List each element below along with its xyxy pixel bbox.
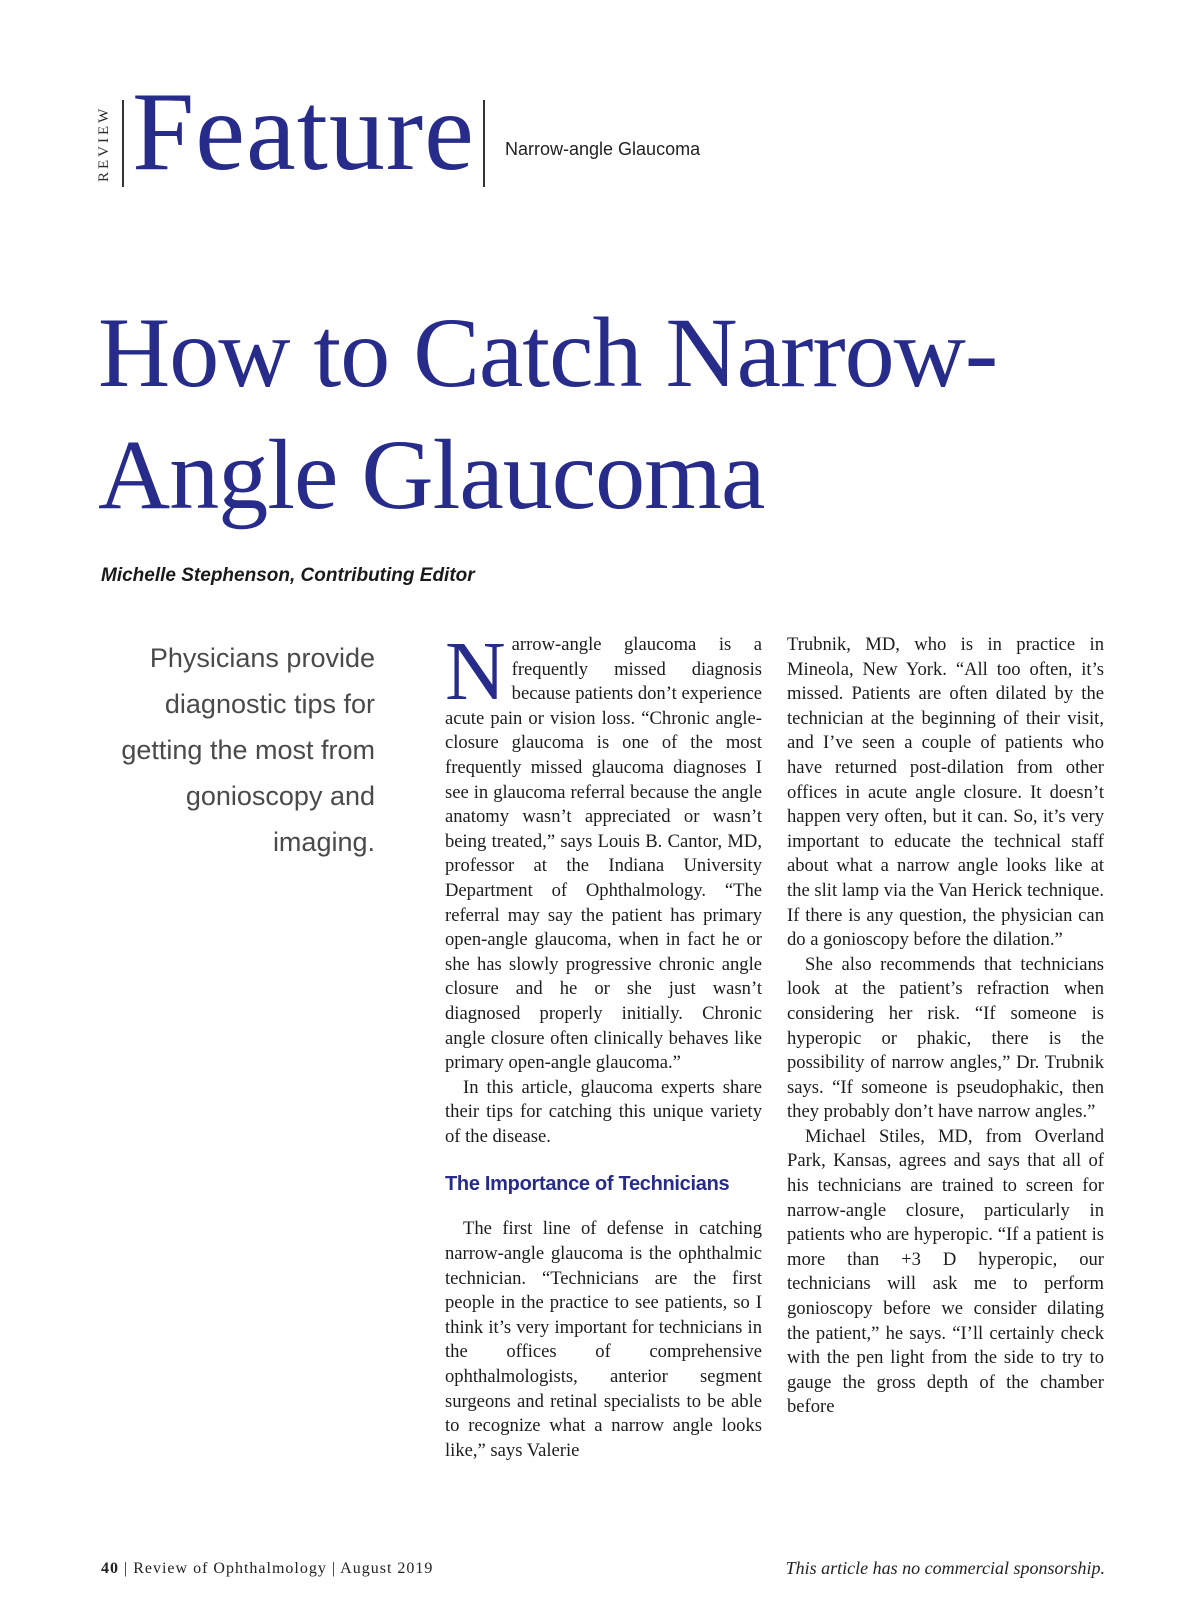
subhead: The Importance of Technicians [445,1173,730,1196]
footer-separator: | [331,1560,337,1577]
article-title: How to Catch Narrow-Angle Glaucoma [98,297,998,530]
feature-word: Feature [132,70,475,194]
intro-paragraph [445,625,762,1076]
intro-paragraph-text: arrow-angle glaucoma is a frequently missed diagnosis because patients don’t experience acute pain or vision loss. “Chronic angle-closure glaucoma is one of the most frequently missed glaucoma diagnoses I see in glaucoma referral because the angle anatomy wasn’t appreciated or wasn’t being treated,” says Louis B. Cantor, MD, professor at the Indiana University Department of Ophthalmology. “The referral may say the patient has primary open-angle glaucoma, when in fact he or she has slowly progressive chronic angle closure and he or she just wasn’t diagnosed properly initially. Chronic angle closure often clinically behaves like primary open-angle glaucoma.” [445,634,762,1074]
deck-text: Physicians provide diagnostic tips for getting the most from gonioscopy and imaging. [121,643,375,857]
drop-cap: N [445,625,506,718]
sponsorship-note: This article has no commercial sponsorship. [785,1558,1105,1578]
page-number: 40 [101,1560,119,1577]
body-paragraph: Michael Stiles, MD, from Overland Park, Kansas, agrees and says that all of his technicians are trained to screen for narrow-angle closure, particularly in patients who are hyperopic. “If a patient is more than +3 D hyperopic, our technicians will ask me to perform gonioscopy before we consider dilating the patient,” he says. “I’ll certainly check with the pen light from the side to try to gauge the gross depth of the chamber before [787,1125,1104,1418]
section-label: Narrow-angle Glaucoma [505,139,701,159]
body-column-2 [787,633,1104,1420]
publication-name: Review of Ophthalmology [133,1560,327,1577]
footer-left [101,1560,433,1578]
review-tag: REVIEW [96,105,112,182]
byline: Michelle Stephenson, Contributing Editor [101,565,475,586]
body-paragraph: In this article, glaucoma experts share their tips for catching this unique variety of the disease. [445,1076,762,1147]
footer-separator: | [124,1560,129,1577]
issue-date: August 2019 [340,1560,434,1577]
body-paragraph: Trubnik, MD, who is in practice in Mineola, New York. “All too often, it’s missed. Patients are often dilated by the technician at the beginning of their visit, and I’ve seen a couple of patients who have returned post-dilation from other offices in acute angle closure. It doesn’t happen very often, but it can. So, it’s very important to educate the technical staff about what a narrow angle looks like at the slit lamp via the Van Herick technique. If there is any question, the physician can do a gonioscopy before the dilation.” [787,634,1104,951]
body-column-1 [445,625,762,1463]
body-paragraph: The first line of defense in catching narrow-angle glaucoma is the ophthalmic technician. “Technicians are the first people in the practice to see patients, so I think it’s very important for technicians in the offices of comprehensive ophthalmologists, anterior segment surgeons and retinal specialists to be able to recognize what a narrow angle looks like,” says Valerie [445,1218,762,1461]
body-paragraph: She also recommends that technicians look at the patient’s refraction when considering her risk. “If someone is hyperopic or phakic, there is the possibility of narrow angles,” Dr. Trubnik says. “If someone is pseudophakic, then they probably don’t have narrow angles.” [787,953,1104,1123]
header-rule-left [122,100,124,187]
header-rule-right [483,100,485,187]
